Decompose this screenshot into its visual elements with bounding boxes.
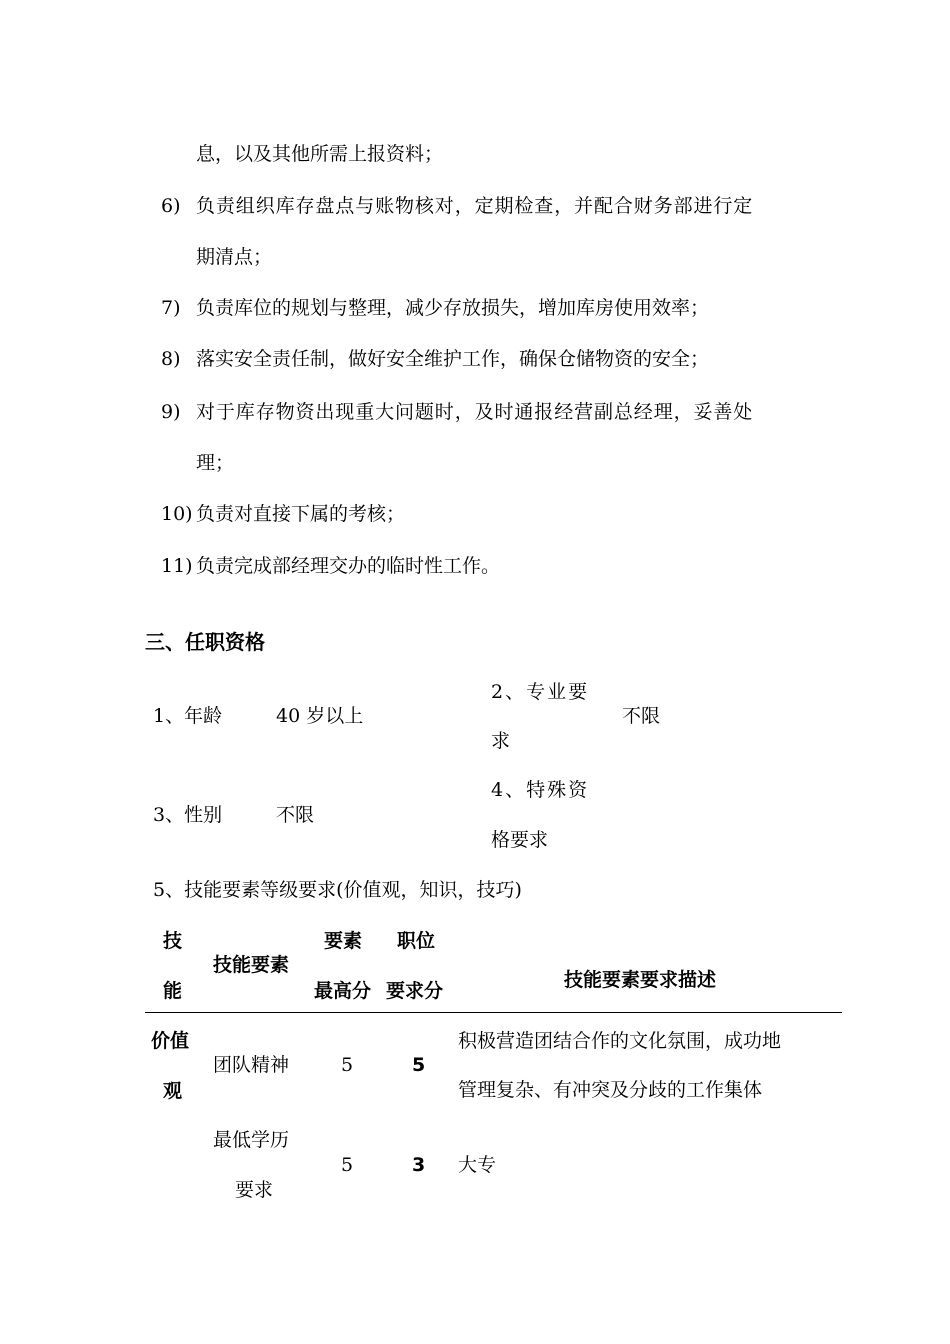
row-element-cont: 要求 — [235, 1179, 274, 1201]
list-item-10-number: 10) — [161, 503, 193, 525]
list-item-7-number: 7) — [161, 297, 181, 319]
header-element: 技能要素 — [213, 954, 290, 976]
age-value: 40 岁以上 — [276, 705, 364, 727]
header-max-score-line1: 要素 — [324, 930, 363, 952]
header-required-score-line1: 职位 — [397, 930, 436, 952]
row-category-line1: 价值 — [151, 1030, 190, 1052]
major-label-cont: 求 — [491, 730, 511, 752]
row-required-score: 5 — [412, 1054, 426, 1076]
list-item-9-text: 对于库存物资出现重大问题时，及时通报经营副总经理，妥善处 — [196, 401, 754, 423]
row-description-cont: 管理复杂、有冲突及分歧的工作集体 — [458, 1079, 763, 1101]
row-category-line2: 观 — [163, 1080, 183, 1102]
list-item-6-text: 负责组织库存盘点与账物核对，定期检查，并配合财务部进行定 — [196, 195, 754, 217]
header-max-score-line2: 最高分 — [314, 980, 372, 1002]
table-header-rule — [145, 1012, 842, 1013]
row-max-score: 5 — [341, 1154, 354, 1176]
list-item-11-number: 11) — [161, 555, 193, 577]
skills-requirement-title: 5、技能要素等级要求(价值观，知识，技巧) — [153, 879, 522, 901]
list-item-6-number: 6) — [161, 195, 181, 217]
row-element: 团队精神 — [213, 1054, 290, 1076]
list-item-6-text-cont: 期清点； — [196, 246, 273, 268]
header-skill-line2: 能 — [163, 980, 183, 1002]
list-item-8-number: 8) — [161, 348, 181, 370]
row-description: 积极营造团结合作的文化氛围，成功地 — [458, 1030, 782, 1052]
age-label: 1、年龄 — [153, 705, 223, 727]
list-item-9-text-cont: 理； — [196, 452, 235, 474]
list-item-11-text: 负责完成部经理交办的临时性工作。 — [196, 555, 501, 577]
row-element: 最低学历 — [213, 1129, 290, 1151]
list-item-continuation: 息，以及其他所需上报资料； — [196, 143, 444, 165]
list-item-7-text: 负责库位的规划与整理，减少存放损失，增加库房使用效率； — [196, 297, 710, 319]
row-description: 大专 — [458, 1154, 497, 1176]
list-item-9-number: 9) — [161, 401, 181, 423]
list-item-8-text: 落实安全责任制，做好安全维护工作，确保仓储物资的安全； — [196, 348, 710, 370]
special-qualification-label: 4、特殊资 — [491, 779, 590, 801]
list-item-10-text: 负责对直接下属的考核； — [196, 503, 406, 525]
gender-label: 3、性别 — [153, 804, 223, 826]
header-description: 技能要素要求描述 — [564, 969, 717, 991]
row-required-score: 3 — [412, 1154, 426, 1176]
special-qualification-label-cont: 格要求 — [491, 829, 549, 851]
major-label: 2、专业要 — [491, 681, 590, 703]
header-required-score-line2: 要求分 — [386, 980, 444, 1002]
row-max-score: 5 — [341, 1054, 354, 1076]
major-value: 不限 — [622, 705, 661, 727]
header-skill-line1: 技 — [163, 930, 183, 952]
section-heading: 三、任职资格 — [145, 630, 265, 654]
gender-value: 不限 — [276, 804, 315, 826]
